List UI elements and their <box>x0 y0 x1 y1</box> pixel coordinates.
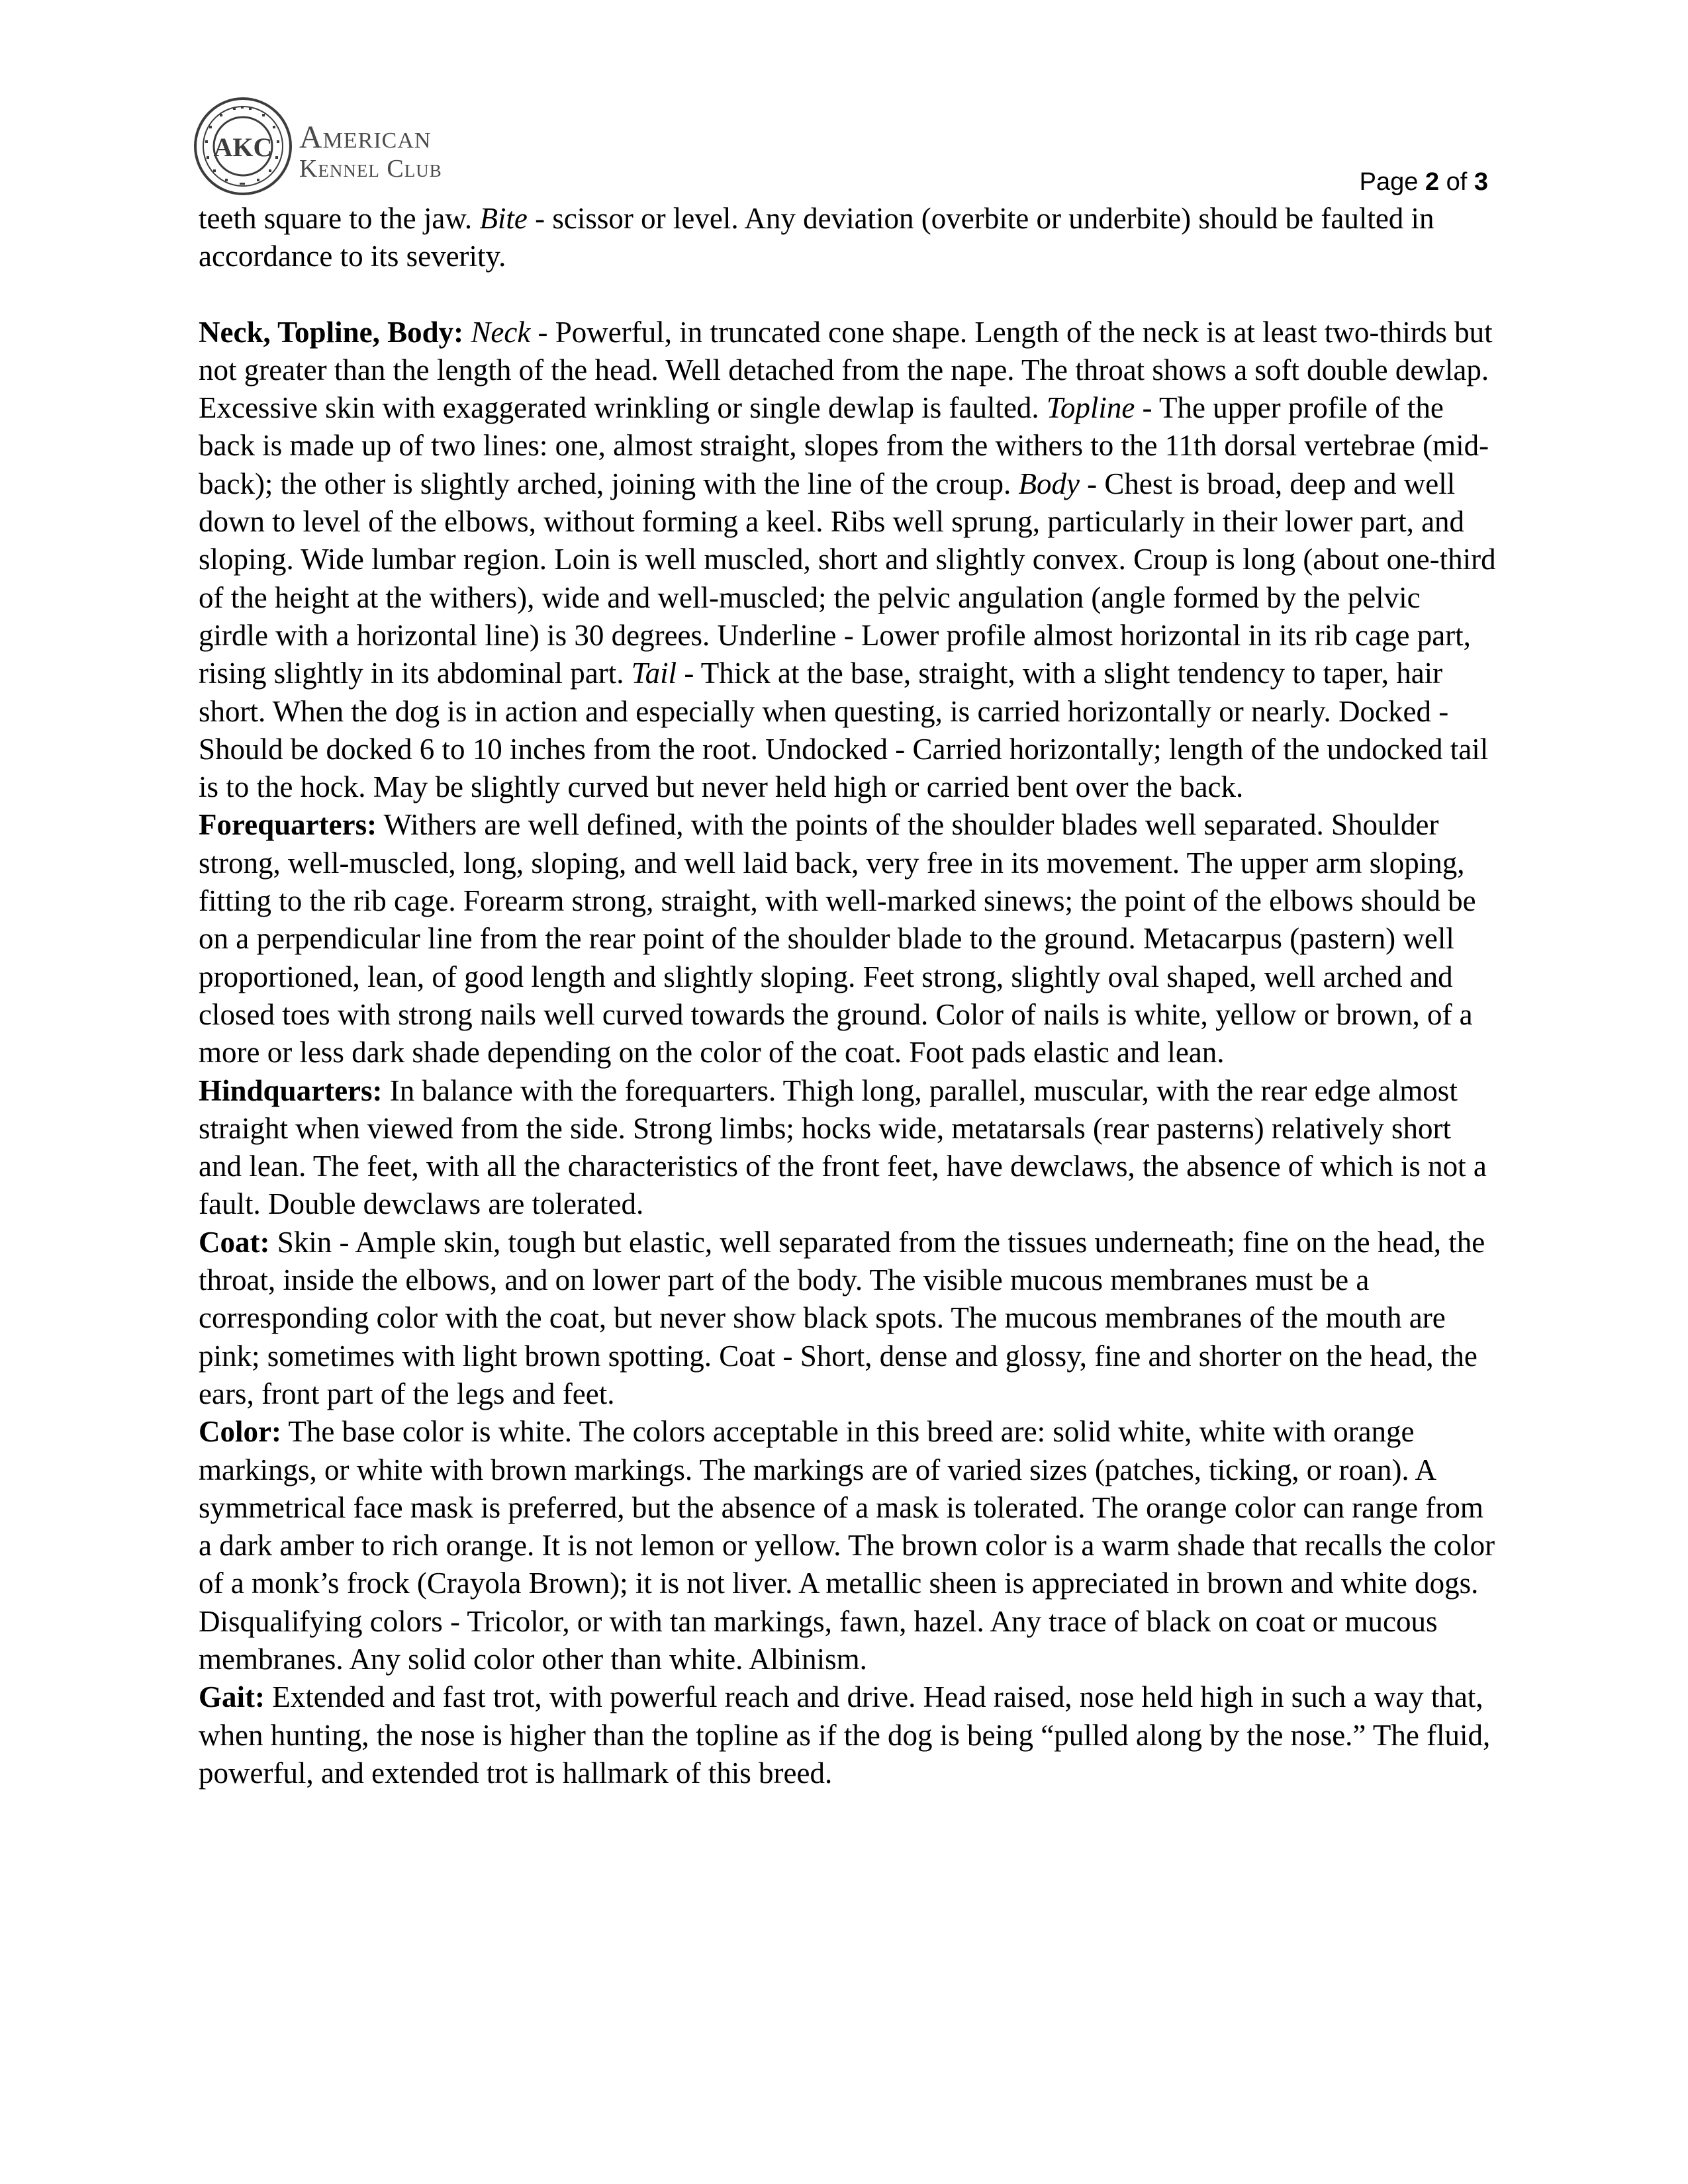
text-run <box>463 316 471 349</box>
text-run: - Thick at the base, straight, with a slight tendency to taper, hair short. When the dog is in action and especially when questing, is carried horizontally or nearly. Docked - Should be docked 6 to 10 inches from the root. Undocked - Carried horizontally; length of the undocked tail is to the hock. May be slightly curved but never held high or carried bent over the back. <box>199 657 1489 804</box>
subsection-label: Tail <box>631 657 677 690</box>
subsection-label: Body <box>1018 467 1080 500</box>
section-heading: Coat: <box>199 1225 270 1259</box>
subsection-label: Topline <box>1046 391 1135 425</box>
akc-seal-icon <box>193 97 293 196</box>
paragraph-coat <box>199 1224 1496 1413</box>
text-run: - Powerful, in truncated cone shape. Length of the neck is at least two-thirds but not greater than the length of the head. Well detached from the nape. The throat shows a soft double dewlap. Excessive skin with exaggerated wrinkling or single dewlap is faulted. <box>199 315 1493 425</box>
text-run: In balance with the forequarters. Thigh long, parallel, muscular, with the rear edge almost straight when viewed from the side. Strong limbs; hocks wide, metatarsals (rear pasterns) relatively short and lean. The feet, with all the characteristics of the front feet, have dewclaws, the absence of which is not a fault. Double dewclaws are tolerated. <box>199 1073 1487 1221</box>
page-of: of <box>1439 168 1474 196</box>
text-run: Skin - Ample skin, tough but elastic, well separated from the tissues underneath; fine on the head, the throat, inside the elbows, and on lower part of the body. The visible mucous membranes must be a corresponding color with the coat, but never show black spots. The mucous membranes of the mouth are pink; sometimes with light brown spotting. Coat - Short, dense and glossy, fine and shorter on the head, the ears, front part of the legs and feet. <box>199 1225 1485 1410</box>
paragraph-gait <box>199 1678 1496 1792</box>
text-run: - scissor or level. Any deviation (overbite or underbite) should be faulted in accordance to its severity. <box>199 202 1434 273</box>
paragraph-neck-topline-body <box>199 314 1496 807</box>
paragraph-forequarters <box>199 806 1496 1071</box>
standard-body-text <box>199 200 1496 1792</box>
akc-logo <box>193 97 471 196</box>
logo-line-2: Kennel Club <box>299 155 442 183</box>
text-run: Withers are well defined, with the points of the shoulder blades well separated. Shoulder strong, well-muscled, long, sloping, and well laid back, very free in its movement. The upper arm sloping, fitting to the rib cage. Forearm strong, straight, with well-marked sinews; the point of the elbows should be on a perpendicular line from the rear point of the shoulder blade to the ground. Metacarpus (pastern) well proportioned, lean, of good length and slightly sloping. Feet strong, slightly oval shaped, well arched and closed toes with strong nails well curved towards the ground. Color of nails is white, yellow or brown, of a more or less dark shade depending on the color of the coat. Foot pads elastic and lean. <box>199 808 1476 1069</box>
logo-line-1: American <box>299 120 432 155</box>
subsection-label: Neck <box>471 315 531 349</box>
section-heading: Hindquarters: <box>199 1073 383 1107</box>
page-number <box>1360 168 1488 197</box>
section-heading: Gait: <box>199 1680 265 1714</box>
section-heading: Forequarters: <box>199 808 377 842</box>
paragraph-hindquarters <box>199 1072 1496 1224</box>
logo-wordmark <box>299 122 442 181</box>
paragraph-bite <box>199 200 1496 276</box>
text-run: The base color is white. The colors acceptable in this breed are: solid white, white with orange markings, or white with brown markings. The markings are of varied sizes (patches, ticking, or roan). A symmetrical face mask is preferred, but the absence of a mask is tolerated. The orange color can range from a dark amber to rich orange. It is not lemon or yellow. The brown color is a warm shade that recalls the color of a monk’s frock (Crayola Brown); it is not liver. A metallic sheen is appreciated in brown and white dogs. Disqualifying colors - Tricolor, or with tan markings, fawn, hazel. Any trace of black on coat or mucous membranes. Any solid color other than white. Albinism. <box>199 1415 1495 1676</box>
section-heading: Color: <box>199 1415 281 1449</box>
page-label: Page <box>1359 168 1425 196</box>
paragraph-color <box>199 1413 1496 1678</box>
seal-letters: AKC <box>213 132 273 162</box>
text-run: Extended and fast trot, with powerful reach and drive. Head raised, nose held high in such a way that, when hunting, the nose is higher than the topline as if the dog is being “pulled along by the nose.” The fluid, powerful, and extended trot is hallmark of this breed. <box>199 1680 1491 1790</box>
text-run: - The upper profile of the back is made up of two lines: one, almost straight, slopes from the withers to the 11th dorsal vertebrae (mid-back); the other is slightly arched, joining with the line of the croup. <box>199 391 1489 500</box>
section-heading: Neck, Topline, Body: <box>199 315 464 349</box>
subsection-label: Bite <box>479 202 528 235</box>
text-run: teeth square to the jaw. <box>199 202 480 235</box>
page-current: 2 <box>1425 168 1440 196</box>
text-run: - Chest is broad, deep and well down to level of the elbows, without forming a keel. Ribs well sprung, particularly in their lower part, and sloping. Wide lumbar region. Loin is well muscled, short and slightly convex. Croup is long (about one-third of the height at the withers), wide and well-muscled; the pelvic angulation (angle formed by the pelvic girdle with a horizontal line) is 30 degrees. Underline - Lower profile almost horizontal in its rib cage part, rising slightly in its abdominal part. <box>199 467 1496 690</box>
page-total: 3 <box>1474 168 1488 196</box>
